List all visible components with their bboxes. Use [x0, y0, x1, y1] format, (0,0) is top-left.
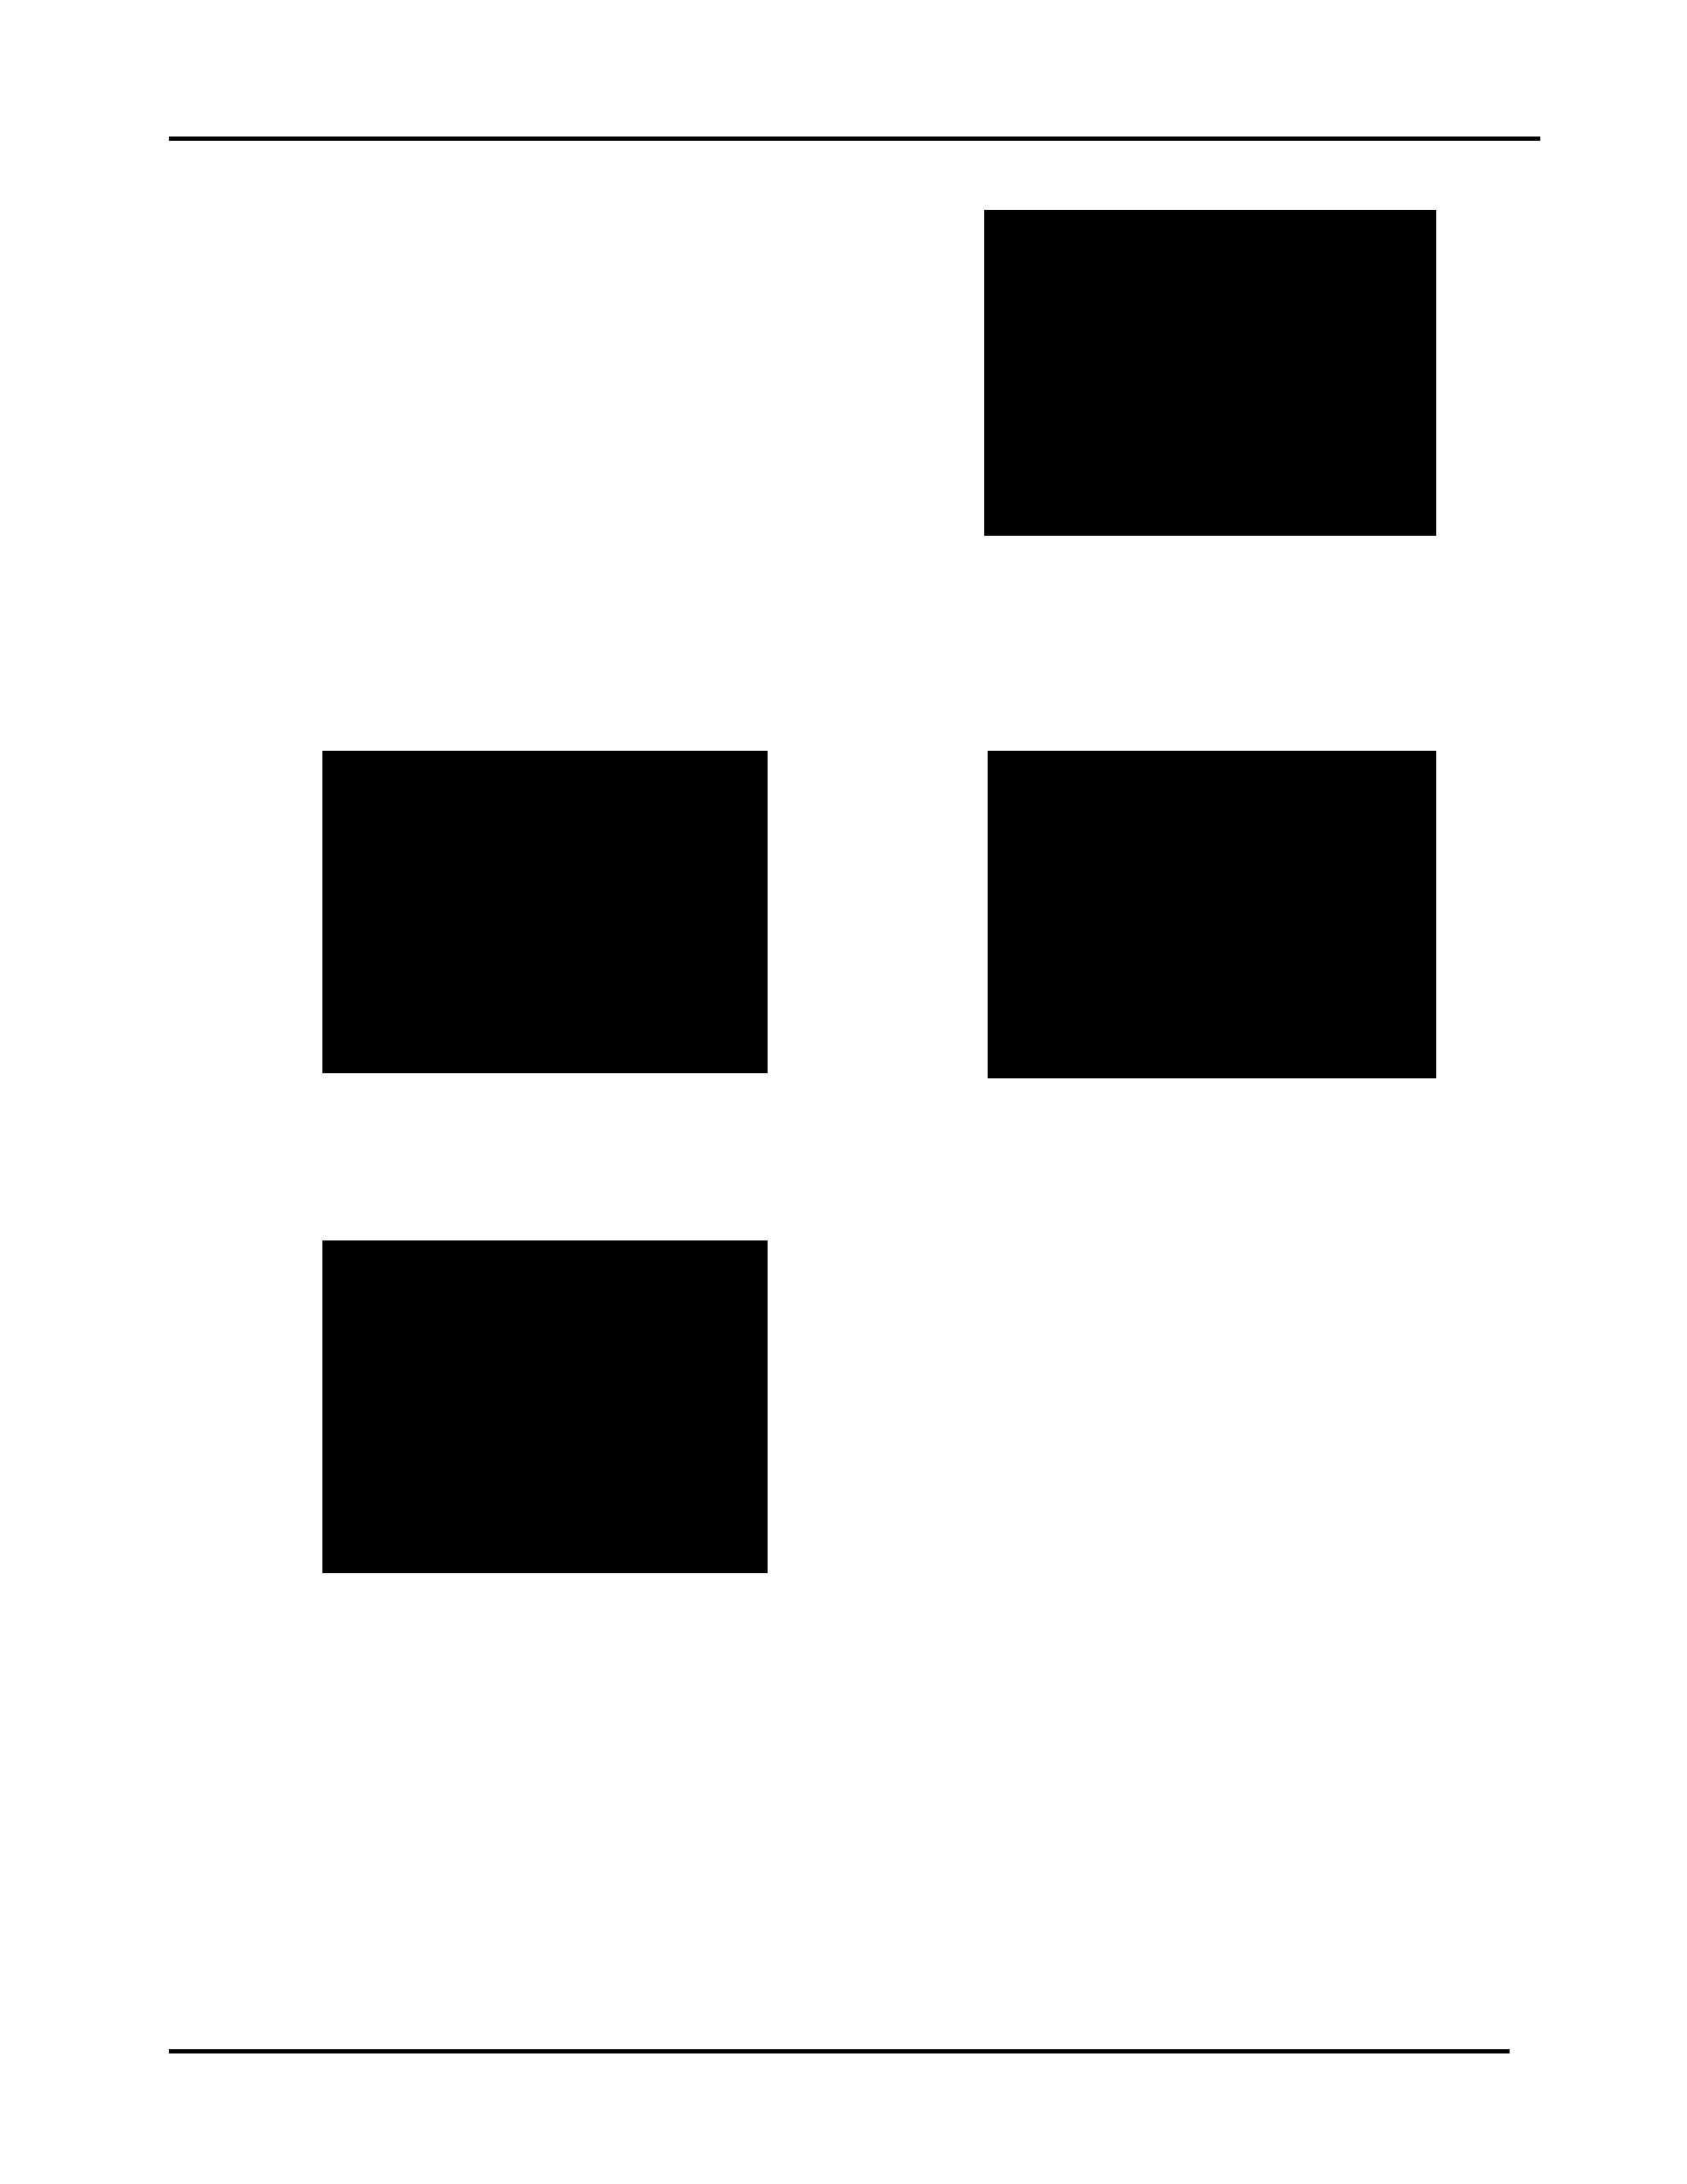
oscilloscope-capture [984, 210, 1436, 536]
oscilloscope-capture [988, 751, 1436, 1078]
oscilloscope-capture [322, 1240, 768, 1573]
turn-off-time-chart [222, 188, 819, 631]
oscilloscope-capture [322, 751, 768, 1073]
footer-rule [169, 2049, 1510, 2053]
header-rule [169, 136, 1540, 141]
